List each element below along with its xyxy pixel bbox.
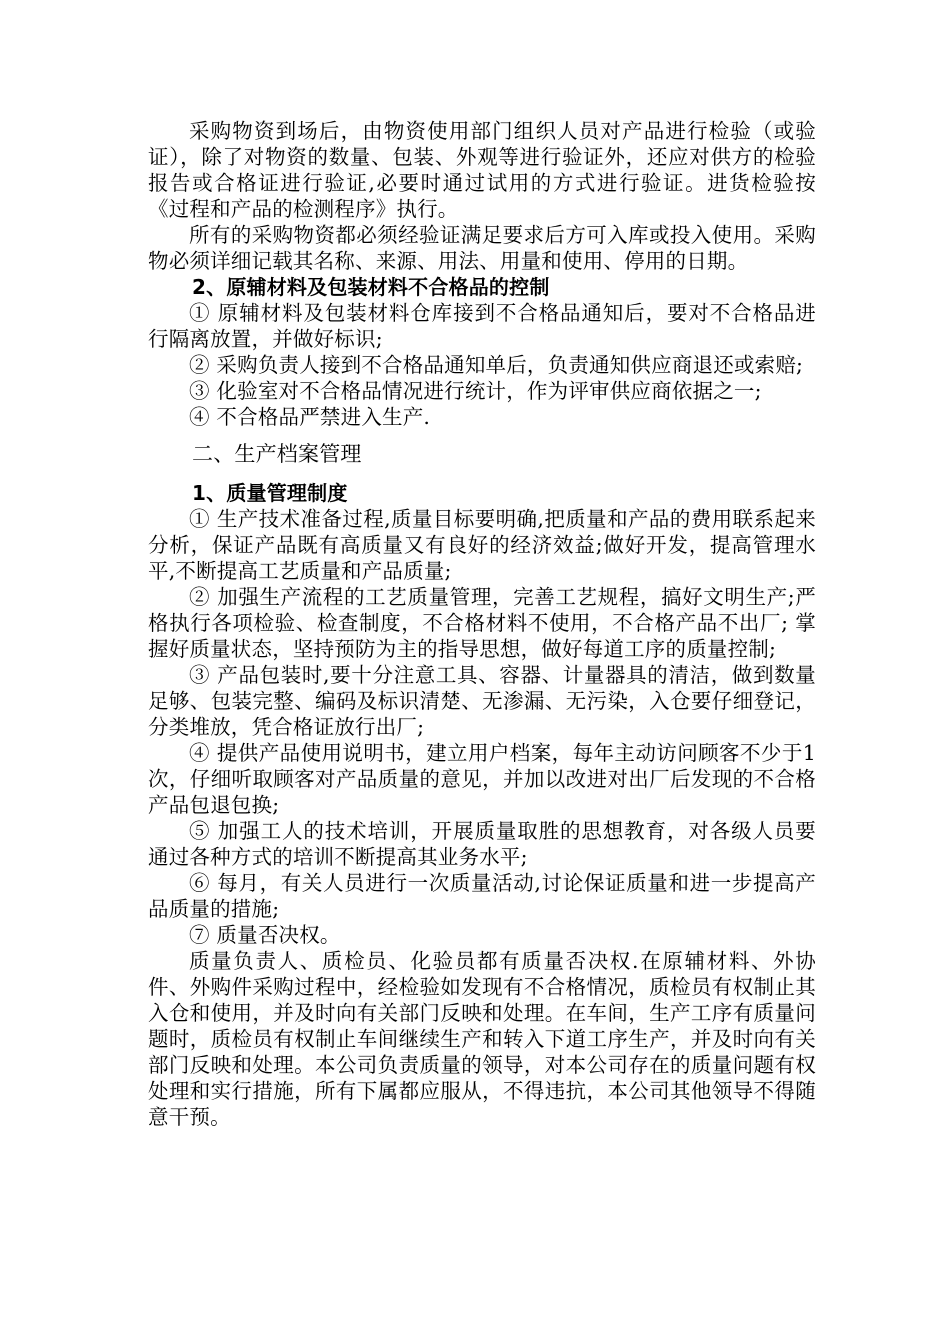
list-item: ⑦ 质量否决权。 — [189, 923, 341, 947]
list-item: ④ 不合格品严禁进入生产. — [189, 405, 431, 429]
paragraph-inspection: 采购物资到场后，由物资使用部门组织人员对产品进行检验（或验证），除了对物资的数量、包装、外观等进行验证外，还应对供方的检验报告或合格证进行验证,必要时通过试用的方式进行验证。进货检验按《过程和产品的检测程序》执行。 — [148, 119, 816, 221]
heading-quality-system: 1、质量管理制度 — [192, 481, 348, 505]
list-item: ④ 提供产品使用说明书，建立用户档案，每年主动访问顾客不少于1次，仔细听取顾客对产品质量的意见，并加以改进对出厂后发现的不合格产品包退包换; — [148, 741, 816, 817]
paragraph-veto-right: 质量负责人、质检员、化验员都有质量否决权.在原辅材料、外协件、外购件采购过程中，经检验如发现有不合格情况，质检员有权制止其入仓和使用，并及时向有关部门反映和处理。在车间，生产工序有质量问题时，质检员有权制止车间继续生产和转入下道工序生产，并及时向有关部门反映和处理。本公司负责质量的领导，对本公司存在的质量问题有权处理和实行措施，所有下属都应服从，不得违抗，本公司其他领导不得随意干预。 — [148, 949, 816, 1129]
heading-nonconforming-control: 2、原辅材料及包装材料不合格品的控制 — [192, 275, 550, 299]
list-item: ③ 化验室对不合格品情况进行统计，作为评审供应商依据之一; — [189, 379, 762, 403]
list-item: ③ 产品包装时,要十分注意工具、容器、计量器具的清洁，做到数量足够、包装完整、编码及标识清楚、无渗漏、无污染，入仓要仔细登记，分类堆放，凭合格证放行出厂; — [148, 663, 816, 739]
list-item: ② 采购负责人接到不合格品通知单后，负责通知供应商退还或索赔; — [189, 353, 804, 377]
list-item: ① 生产技术准备过程,质量目标要明确,把质量和产品的费用联系起来分析，保证产品既有高质量又有良好的经济效益;做好开发，提高管理水平,不断提高工艺质量和产品质量; — [148, 507, 816, 583]
section-title: 二、生产档案管理 — [192, 442, 362, 466]
list-item: ⑤ 加强工人的技术培训，开展质量取胜的思想教育，对各级人员要通过各种方式的培训不断提高其业务水平; — [148, 819, 816, 869]
list-item: ⑥ 每月，有关人员进行一次质量活动,讨论保证质量和进一步提高产品质量的措施; — [148, 871, 816, 921]
list-item: ① 原辅材料及包装材料仓库接到不合格品通知后，要对不合格品进行隔离放置，并做好标识; — [148, 301, 816, 351]
list-item: ② 加强生产流程的工艺质量管理，完善工艺规程，搞好文明生产;严格执行各项检验、检查制度，不合格材料不使用，不合格产品不出厂; 掌握好质量状态，坚持预防为主的指导思想，做好每道工序的质量控制; — [148, 585, 816, 661]
document-body — [148, 118, 816, 1130]
paragraph-verification: 所有的采购物资都必须经验证满足要求后方可入库或投入使用。采购物必须详细记载其名称、来源、用法、用量和使用、停用的日期。 — [148, 223, 816, 273]
